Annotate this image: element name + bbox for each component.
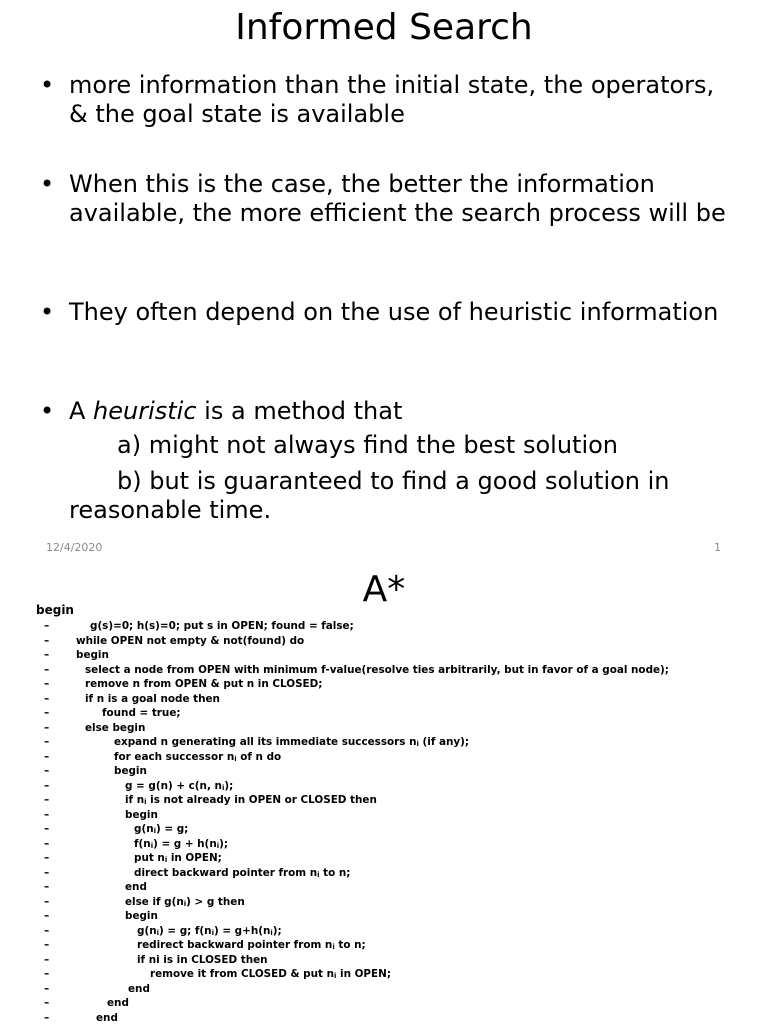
code-line [0, 677, 768, 692]
code-line [0, 663, 768, 678]
code-line-text: while OPEN not empty & not(found) do [76, 634, 304, 649]
code-line [0, 634, 768, 649]
code-line-text: expand n generating all its immediate successors $n_i$ (if any); [114, 735, 469, 750]
dash-bullet-icon: – [44, 996, 49, 1011]
footer-date: 12/4/2020 [46, 541, 102, 554]
dash-bullet-icon: – [44, 924, 49, 939]
code-line-text: end [96, 1011, 118, 1025]
code-line-text: direct backward pointer from $n_i$ to n; [134, 866, 350, 881]
dash-bullet-icon: – [44, 822, 49, 837]
code-line-text: else begin [85, 721, 145, 736]
heuristic-prefix: A [69, 397, 93, 425]
code-line [0, 924, 768, 939]
code-line-text: remove n from OPEN & put n in CLOSED; [85, 677, 322, 692]
bullet-icon: • [40, 298, 54, 327]
dash-bullet-icon: – [44, 721, 49, 736]
dash-bullet-icon: – [44, 648, 49, 663]
code-line [0, 895, 768, 910]
code-line [0, 967, 768, 982]
code-line [0, 808, 768, 823]
code-line-text: if $n_i$ is not already in OPEN or CLOSED then [125, 793, 377, 808]
bullet-text: When this is the case, the better the information available, the more efficient the search process will be [69, 170, 739, 228]
code-line [0, 982, 768, 997]
slide-title: Informed Search [0, 6, 768, 50]
code-line-text: if ni is in CLOSED then [137, 953, 268, 968]
dash-bullet-icon: – [44, 677, 49, 692]
code-line [0, 735, 768, 750]
code-line-text: else if $g(n_i) > g$ then [125, 895, 245, 910]
code-line-text: g = g(n) + c(n, $n_i$); [125, 779, 233, 794]
code-line-text: for each successor $n_i$ of n do [114, 750, 281, 765]
code-line-text: begin [114, 764, 147, 779]
code-line-text: end [107, 996, 129, 1011]
footer-page-number: 1 [714, 541, 721, 554]
dash-bullet-icon: – [44, 634, 49, 649]
code-line [0, 837, 768, 852]
dash-bullet-icon: – [44, 895, 49, 910]
dash-bullet-icon: – [44, 793, 49, 808]
code-line-text: begin [76, 648, 109, 663]
code-line-text: $g(n_i) = g$; [134, 822, 188, 837]
code-line [0, 938, 768, 953]
code-line [0, 779, 768, 794]
code-line-text: $g(n_i) = g$; $f(n_i) = g+h(n_i)$; [137, 924, 282, 939]
dash-bullet-icon: – [44, 909, 49, 924]
dash-bullet-icon: – [44, 764, 49, 779]
dash-bullet-icon: – [44, 866, 49, 881]
dash-bullet-icon: – [44, 750, 49, 765]
code-line [0, 721, 768, 736]
code-line [0, 996, 768, 1011]
code-line [0, 793, 768, 808]
code-line-text: put $n_i$ in OPEN; [134, 851, 222, 866]
bullet-icon: • [40, 397, 54, 426]
sub-item-b: b) but is guaranteed to find a good solution in [117, 467, 670, 496]
pseudocode-block [0, 619, 768, 1025]
heuristic-term: heuristic [93, 397, 197, 425]
code-line [0, 866, 768, 881]
dash-bullet-icon: – [44, 706, 49, 721]
code-begin: begin [36, 603, 74, 617]
bullet-icon: • [40, 170, 54, 199]
code-line-text: found = true; [102, 706, 181, 721]
code-line-text: select a node from OPEN with minimum f-value(resolve ties arbitrarily, but in favor of a goal node); [85, 663, 669, 678]
dash-bullet-icon: – [44, 1011, 49, 1025]
code-line [0, 851, 768, 866]
dash-bullet-icon: – [44, 953, 49, 968]
dash-bullet-icon: – [44, 692, 49, 707]
bullet-text [69, 397, 739, 426]
dash-bullet-icon: – [44, 663, 49, 678]
code-line [0, 822, 768, 837]
bullet-text: more information than the initial state, the operators, & the goal state is available [69, 71, 739, 129]
code-line-text: if n is a goal node then [85, 692, 220, 707]
code-line [0, 619, 768, 634]
heuristic-suffix: is a method that [197, 397, 403, 425]
slide-title: A* [0, 568, 768, 612]
dash-bullet-icon: – [44, 851, 49, 866]
sub-item-b-continued: reasonable time. [69, 496, 271, 525]
code-line [0, 692, 768, 707]
sub-item-a: a) might not always find the best solution [117, 431, 618, 460]
code-line-text: end [125, 880, 147, 895]
code-line-text: g(s)=0; h(s)=0; put s in OPEN; found = false; [90, 619, 354, 634]
code-line-text: begin [125, 909, 158, 924]
bullet-icon: • [40, 71, 54, 100]
code-line [0, 648, 768, 663]
dash-bullet-icon: – [44, 808, 49, 823]
dash-bullet-icon: – [44, 982, 49, 997]
code-line-text: begin [125, 808, 158, 823]
dash-bullet-icon: – [44, 779, 49, 794]
code-line [0, 880, 768, 895]
code-line [0, 1011, 768, 1025]
dash-bullet-icon: – [44, 880, 49, 895]
code-line-text: redirect backward pointer from $n_i$ to n; [137, 938, 366, 953]
dash-bullet-icon: – [44, 837, 49, 852]
bullet-text: They often depend on the use of heuristic information [69, 298, 739, 327]
code-line [0, 764, 768, 779]
code-line-text: remove it from CLOSED & put $n_i$ in OPEN; [150, 967, 391, 982]
code-line [0, 706, 768, 721]
code-line-text: end [128, 982, 150, 997]
slide-a-star [0, 562, 768, 1024]
dash-bullet-icon: – [44, 735, 49, 750]
code-line [0, 750, 768, 765]
code-line [0, 909, 768, 924]
dash-bullet-icon: – [44, 938, 49, 953]
dash-bullet-icon: – [44, 619, 49, 634]
dash-bullet-icon: – [44, 967, 49, 982]
code-line [0, 953, 768, 968]
code-line-text: $f(n_i) = g + h(n_i)$; [134, 837, 228, 852]
